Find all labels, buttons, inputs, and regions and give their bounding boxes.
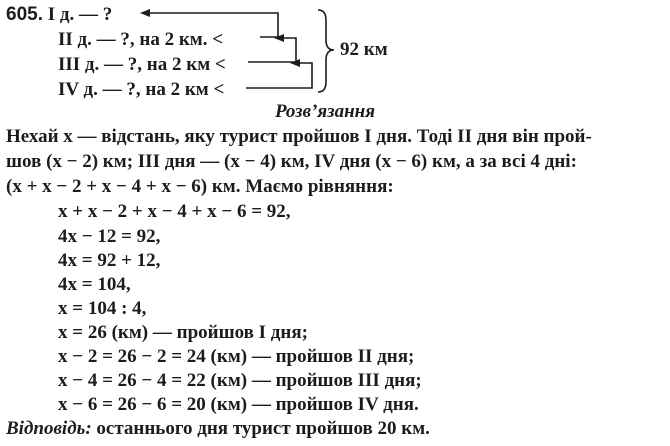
- total-brace: [318, 10, 334, 92]
- paragraph-line-2: шов (x − 2) км; ІІІ дня — (x − 4) км, ІV дня (x − 6) км, а за всі 4 дні:: [6, 151, 577, 172]
- condition-day-4: ІV д. — ?, на 2 км <: [58, 79, 225, 100]
- answer-line: [6, 418, 430, 440]
- arrow-day2-to-day1: [148, 13, 278, 37]
- arrow-day4-to-day3: [246, 63, 312, 88]
- arrowhead-1: [140, 9, 150, 17]
- arrowhead-2: [274, 34, 284, 42]
- condition-day-3: ІІІ д. — ?, на 2 км <: [58, 54, 226, 75]
- equation-5: x = 104 : 4,: [58, 298, 147, 319]
- equation-3: 4x = 92 + 12,: [58, 250, 161, 271]
- equation-9: x − 6 = 26 − 6 = 20 (км) — пройшов ІV дня.: [58, 394, 419, 415]
- answer-label: Відповідь:: [6, 418, 92, 439]
- total-distance: 92 км: [340, 39, 388, 60]
- solution-heading: Розв’язання: [275, 101, 375, 122]
- equation-2: 4x − 12 = 92,: [58, 226, 161, 247]
- condition-day-1: І д. — ?: [47, 4, 113, 25]
- problem-number: 605.: [6, 4, 43, 25]
- equation-4: 4x = 104,: [58, 274, 131, 295]
- equation-8: x − 4 = 26 − 4 = 22 (км) — пройшов ІІІ дня;: [58, 370, 422, 391]
- answer-text: останнього дня турист пройшов 20 км.: [91, 418, 430, 439]
- equation-6: x = 26 (км) — пройшов І дня;: [58, 322, 308, 343]
- equation-1: x + x − 2 + x − 4 + x − 6 = 92,: [58, 201, 291, 222]
- paragraph-line-1: Нехай x — відстань, яку турист пройшов І дня. Тоді ІІ дня він прой-: [6, 126, 592, 147]
- arrowhead-3: [290, 59, 300, 67]
- condition-day-2: ІІ д. — ?, на 2 км. <: [58, 29, 224, 50]
- equation-7: x − 2 = 26 − 2 = 24 (км) — пройшов ІІ дня;: [58, 346, 415, 367]
- paragraph-line-3: (x + x − 2 + x − 4 + x − 6) км. Маємо рівняння:: [6, 176, 394, 197]
- arrow-day3-to-day2: [248, 38, 296, 62]
